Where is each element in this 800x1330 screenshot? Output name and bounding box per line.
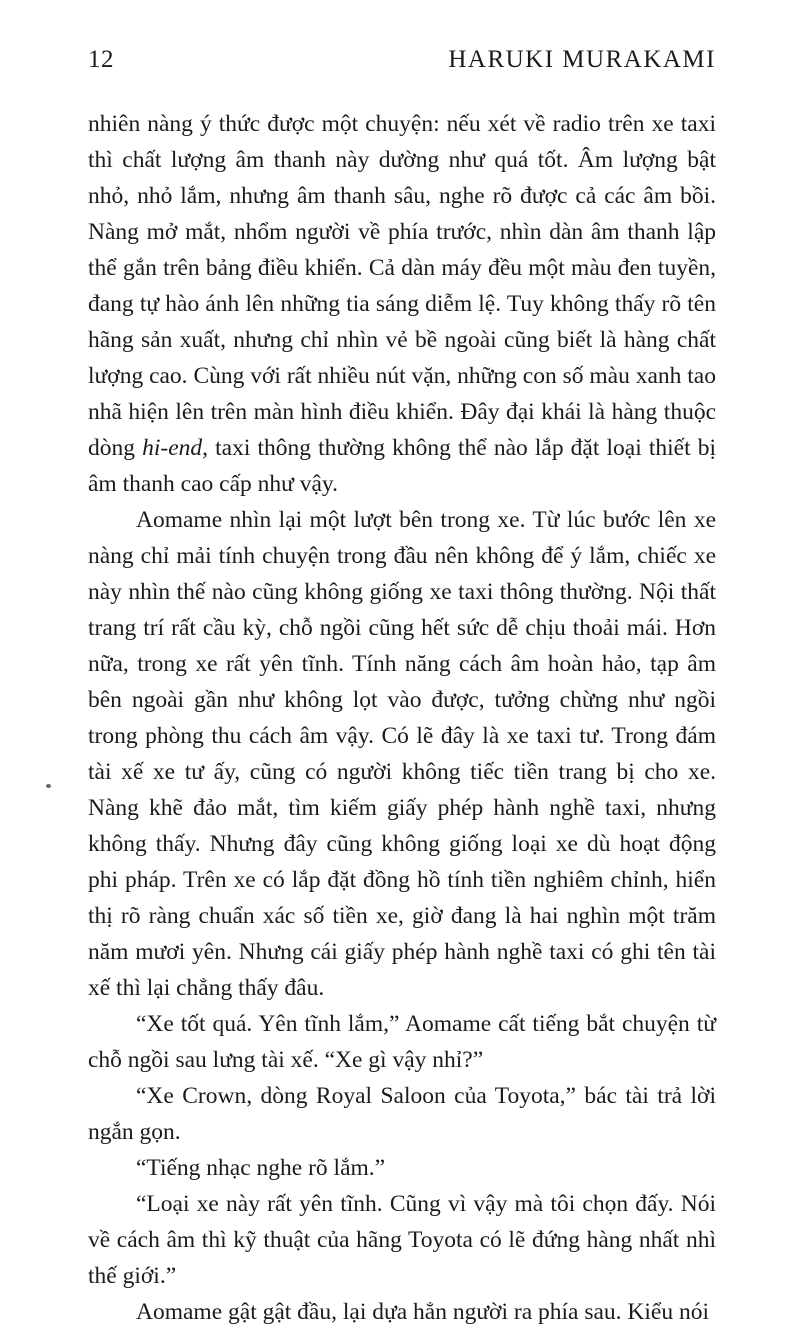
paragraph-narration: Aomame gật gật đầu, lại dựa hẳn người ra phía sau. Kiểu nói bbox=[136, 1299, 710, 1325]
page-number: 12 bbox=[88, 46, 114, 73]
paragraph-dialogue: “Xe Crown, dòng Royal Saloon của Toyota,” bác tài trả lời ngắn gọn. bbox=[88, 1083, 716, 1145]
scan-speck-artifact bbox=[46, 784, 51, 788]
paragraph-dialogue: “Xe tốt quá. Yên tĩnh lắm,” Aomame cất tiếng bắt chuyện từ chỗ ngồi sau lưng tài xế. “Xe gì vậy nhỉ?” bbox=[88, 1011, 716, 1073]
page-header bbox=[88, 46, 716, 74]
paragraph-continuation bbox=[88, 106, 716, 502]
paragraph-text-italic: hi-end bbox=[142, 435, 203, 461]
paragraph-dialogue: “Tiếng nhạc nghe rõ lắm.” bbox=[136, 1155, 386, 1181]
paragraph-text: nhiên nàng ý thức được một chuyện: nếu xét về radio trên xe taxi thì chất lượng âm thanh này dường như quá tốt. Âm lượng bật nhỏ, nhỏ lắm, nhưng âm thanh sâu, nghe rõ được cả các âm bồi. Nàng mở mắt, nhổm người về phía trước, nhìn dàn âm thanh lập thể gắn trên bảng điều khiển. Cả dàn máy đều một màu đen tuyền, đang tự hào ánh lên những tia sáng diễm lệ. Tuy không thấy rõ tên hãng sản xuất, nhưng chỉ nhìn vẻ bề ngoài cũng biết là hàng chất lượng cao. Cùng với rất nhiều nút vặn, những con số màu xanh tao nhã hiện lên trên màn hình điều khiển. Đây đại khái là hàng thuộc dòng bbox=[88, 111, 716, 461]
paragraph-dialogue: “Loại xe này rất yên tĩnh. Cũng vì vậy mà tôi chọn đấy. Nói về cách âm thì kỹ thuật của hãng Toyota có lẽ đứng hàng nhất nhì thế giới.” bbox=[88, 1191, 716, 1289]
body-text-block bbox=[88, 106, 716, 1325]
paragraph-text: , taxi thông thường không thể nào lắp đặt loại thiết bị âm thanh cao cấp như vậy. bbox=[88, 435, 716, 497]
running-header-author: HARUKI MURAKAMI bbox=[448, 46, 716, 73]
paragraph-narration: Aomame nhìn lại một lượt bên trong xe. Từ lúc bước lên xe nàng chỉ mải tính chuyện trong đầu nên không để ý lắm, chiếc xe này nhìn thế nào cũng không giống xe taxi thông thường. Nội thất trang trí rất cầu kỳ, chỗ ngồi cũng hết sức dễ chịu thoải mái. Hơn nữa, trong xe rất yên tĩnh. Tính năng cách âm hoàn hảo, tạp âm bên ngoài gần như không lọt vào được, tưởng chừng như ngồi trong phòng thu cách âm vậy. Có lẽ đây là xe taxi tư. Trong đám tài xế xe tư ấy, cũng có người không tiếc tiền trang bị cho xe. Nàng khẽ đảo mắt, tìm kiếm giấy phép hành nghề taxi, nhưng không thấy. Nhưng đây cũng không giống loại xe dù hoạt động phi pháp. Trên xe có lắp đặt đồng hồ tính tiền nghiêm chỉnh, hiển thị rõ ràng chuẩn xác số tiền xe, giờ đang là hai nghìn một trăm năm mươi yên. Nhưng cái giấy phép hành nghề taxi có ghi tên tài xế thì lại chẳng thấy đâu. bbox=[88, 507, 716, 1001]
